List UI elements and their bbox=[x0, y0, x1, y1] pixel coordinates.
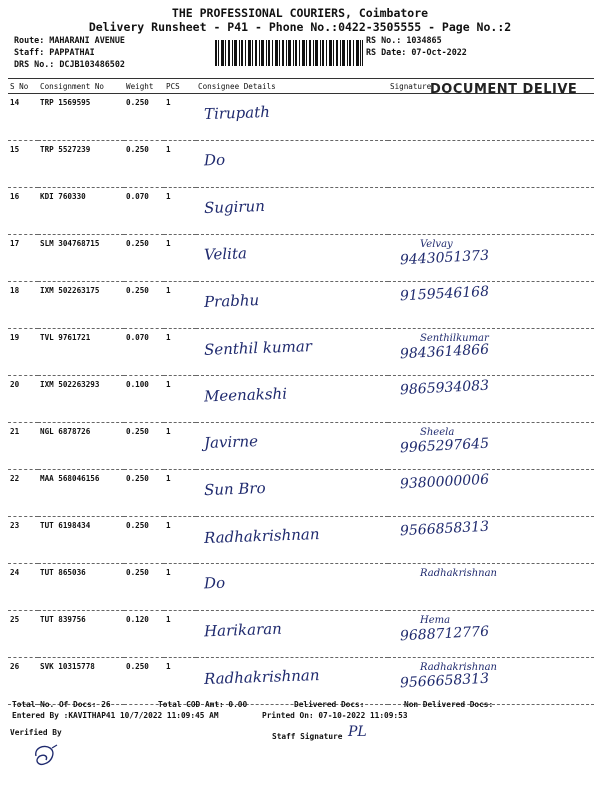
row-consignee bbox=[196, 517, 388, 564]
col-header-consignment: Consignment No bbox=[38, 79, 124, 94]
row-sno: 18 bbox=[8, 282, 38, 329]
delivered-docs: Delivered Docs: bbox=[294, 700, 365, 709]
consignee-name: Prabhu bbox=[203, 291, 260, 311]
table-row bbox=[8, 658, 594, 705]
row-consignee bbox=[196, 611, 388, 658]
row-sno: 16 bbox=[8, 188, 38, 235]
row-weight: 0.250 bbox=[124, 235, 164, 282]
row-pcs: 1 bbox=[164, 235, 196, 282]
consignee-phone: 9443051373 bbox=[399, 247, 490, 269]
row-sno: 26 bbox=[8, 658, 38, 705]
document-delivered-stamp: DOCUMENT DELIVE bbox=[430, 82, 578, 97]
row-consignment-no: MAA 568046156 bbox=[38, 470, 124, 517]
table-row bbox=[8, 235, 594, 282]
consignee-phone: 9159546168 bbox=[399, 283, 490, 305]
row-consignment-no: TRP 5527239 bbox=[38, 141, 124, 188]
consignee-name: Harikaran bbox=[203, 619, 283, 641]
row-signature bbox=[388, 329, 594, 376]
table-row bbox=[8, 564, 594, 611]
consignee-name: Velita bbox=[203, 244, 248, 264]
col-header-signature: Signature bbox=[388, 79, 594, 94]
consignee-name: Sun Bro bbox=[203, 478, 266, 500]
consignee-name: Javirne bbox=[203, 432, 259, 452]
col-header-consignee: Consignee Details bbox=[196, 79, 388, 94]
runsheet-subtitle: Delivery Runsheet - P41 - Phone No.:0422-3505555 - Page No.:2 bbox=[88, 20, 512, 34]
row-weight: 0.250 bbox=[124, 94, 164, 141]
verified-by: Verified By bbox=[10, 728, 62, 737]
col-header-weight: Weight bbox=[124, 79, 164, 94]
non-delivered-docs: Non Delivered Docs: bbox=[404, 700, 494, 709]
row-consignment-no: TVL 9761721 bbox=[38, 329, 124, 376]
row-consignment-no: SLM 304768715 bbox=[38, 235, 124, 282]
row-weight: 0.250 bbox=[124, 564, 164, 611]
row-pcs: 1 bbox=[164, 188, 196, 235]
runsheet-table bbox=[8, 78, 594, 705]
row-sno: 19 bbox=[8, 329, 38, 376]
row-consignee bbox=[196, 423, 388, 470]
table-row bbox=[8, 423, 594, 470]
consignee-phone: 9566858313 bbox=[399, 518, 490, 540]
printed-on: Printed On: 07-10-2022 11:09:53 bbox=[262, 711, 408, 720]
row-signature bbox=[388, 658, 594, 705]
row-pcs: 1 bbox=[164, 658, 196, 705]
row-consignee bbox=[196, 94, 388, 141]
row-weight: 0.250 bbox=[124, 517, 164, 564]
barcode-image bbox=[215, 40, 363, 66]
col-header-sno: S No bbox=[8, 79, 38, 94]
row-consignment-no: KDI 760330 bbox=[38, 188, 124, 235]
row-signature bbox=[388, 282, 594, 329]
row-weight: 0.070 bbox=[124, 329, 164, 376]
verifier-signature-icon bbox=[30, 742, 62, 768]
signature-text: Senthilkumar bbox=[420, 333, 489, 344]
row-pcs: 1 bbox=[164, 141, 196, 188]
rs-date: RS Date: 07-Oct-2022 bbox=[366, 47, 467, 57]
signature-text: Velvay bbox=[420, 239, 453, 250]
row-signature bbox=[388, 517, 594, 564]
staff-label: Staff: PAPPATHAI bbox=[14, 47, 95, 57]
row-sno: 23 bbox=[8, 517, 38, 564]
row-signature bbox=[388, 423, 594, 470]
row-consignee bbox=[196, 376, 388, 423]
row-pcs: 1 bbox=[164, 376, 196, 423]
consignee-name: Do bbox=[203, 573, 226, 593]
consignee-phone: 9566658313 bbox=[399, 670, 490, 692]
entered-by: Entered By :KAVITHAP41 10/7/2022 11:09:45 AM bbox=[12, 711, 219, 720]
row-signature bbox=[388, 141, 594, 188]
row-weight: 0.120 bbox=[124, 611, 164, 658]
row-sno: 15 bbox=[8, 141, 38, 188]
row-signature bbox=[388, 470, 594, 517]
row-consignment-no: IXM 502263293 bbox=[38, 376, 124, 423]
row-consignee bbox=[196, 188, 388, 235]
signature-text: Hema bbox=[420, 615, 451, 626]
consignee-name: Radhakrishnan bbox=[203, 524, 320, 548]
row-consignment-no: TUT 6198434 bbox=[38, 517, 124, 564]
row-consignment-no: TRP 1569595 bbox=[38, 94, 124, 141]
row-sno: 17 bbox=[8, 235, 38, 282]
col-header-pcs: PCS bbox=[164, 79, 196, 94]
row-signature bbox=[388, 235, 594, 282]
row-sno: 14 bbox=[8, 94, 38, 141]
table-row bbox=[8, 188, 594, 235]
row-pcs: 1 bbox=[164, 423, 196, 470]
row-sno: 22 bbox=[8, 470, 38, 517]
row-signature bbox=[388, 94, 594, 141]
row-pcs: 1 bbox=[164, 517, 196, 564]
row-sno: 21 bbox=[8, 423, 38, 470]
total-docs: Total No. Of Docs: 26 bbox=[12, 700, 111, 709]
row-consignment-no: SVK 10315778 bbox=[38, 658, 124, 705]
row-weight: 0.100 bbox=[124, 376, 164, 423]
consignee-name: Tirupath bbox=[203, 102, 271, 124]
row-sno: 24 bbox=[8, 564, 38, 611]
table-row bbox=[8, 376, 594, 423]
row-consignee bbox=[196, 329, 388, 376]
signature-text: Radhakrishnan bbox=[420, 568, 497, 579]
row-sno: 20 bbox=[8, 376, 38, 423]
row-consignment-no: TUT 865036 bbox=[38, 564, 124, 611]
table-row bbox=[8, 329, 594, 376]
consignee-phone: 9688712776 bbox=[399, 623, 490, 645]
signature-text: Radhakrishnan bbox=[420, 662, 497, 673]
consignee-name: Radhakrishnan bbox=[203, 665, 320, 689]
row-consignee bbox=[196, 282, 388, 329]
row-weight: 0.250 bbox=[124, 282, 164, 329]
table-row bbox=[8, 141, 594, 188]
route-label: Route: MAHARANI AVENUE bbox=[14, 35, 125, 45]
row-consignee bbox=[196, 470, 388, 517]
row-weight: 0.250 bbox=[124, 423, 164, 470]
runsheet-title: THE PROFESSIONAL COURIERS, Coimbatore bbox=[171, 6, 429, 20]
consignee-phone: 9380000006 bbox=[399, 471, 490, 493]
row-consignee bbox=[196, 564, 388, 611]
row-signature bbox=[388, 611, 594, 658]
row-weight: 0.250 bbox=[124, 141, 164, 188]
row-pcs: 1 bbox=[164, 564, 196, 611]
row-signature bbox=[388, 564, 594, 611]
row-consignment-no: IXM 502263175 bbox=[38, 282, 124, 329]
consignee-phone: 9965297645 bbox=[399, 435, 490, 457]
row-pcs: 1 bbox=[164, 329, 196, 376]
row-signature bbox=[388, 188, 594, 235]
consignee-phone: 9865934083 bbox=[399, 377, 490, 399]
total-cod: Total COD Amt: 0.00 bbox=[158, 700, 248, 709]
table-row bbox=[8, 94, 594, 141]
consignee-phone: 9843614866 bbox=[399, 341, 490, 363]
staff-signature-label: Staff Signature bbox=[272, 732, 343, 741]
row-weight: 0.250 bbox=[124, 470, 164, 517]
row-consignee bbox=[196, 235, 388, 282]
row-consignee bbox=[196, 658, 388, 705]
row-sno: 25 bbox=[8, 611, 38, 658]
row-weight: 0.070 bbox=[124, 188, 164, 235]
table-row bbox=[8, 470, 594, 517]
table-row bbox=[8, 517, 594, 564]
staff-initials: PL bbox=[348, 724, 367, 740]
consignee-name: Do bbox=[203, 150, 226, 170]
row-consignment-no: NGL 6878726 bbox=[38, 423, 124, 470]
row-pcs: 1 bbox=[164, 611, 196, 658]
consignee-name: Senthil kumar bbox=[203, 337, 313, 359]
signature-text: Sheela bbox=[420, 427, 455, 438]
row-consignee bbox=[196, 141, 388, 188]
row-pcs: 1 bbox=[164, 282, 196, 329]
row-pcs: 1 bbox=[164, 94, 196, 141]
rs-number: RS No.: 1034865 bbox=[366, 35, 442, 45]
row-weight: 0.250 bbox=[124, 658, 164, 705]
consignee-name: Meenakshi bbox=[203, 384, 288, 406]
row-signature bbox=[388, 376, 594, 423]
table-row bbox=[8, 282, 594, 329]
consignee-name: Sugirun bbox=[203, 196, 266, 218]
table-row bbox=[8, 611, 594, 658]
drs-number: DRS No.: DCJB103486502 bbox=[14, 59, 125, 69]
row-pcs: 1 bbox=[164, 470, 196, 517]
row-consignment-no: TUT 839756 bbox=[38, 611, 124, 658]
